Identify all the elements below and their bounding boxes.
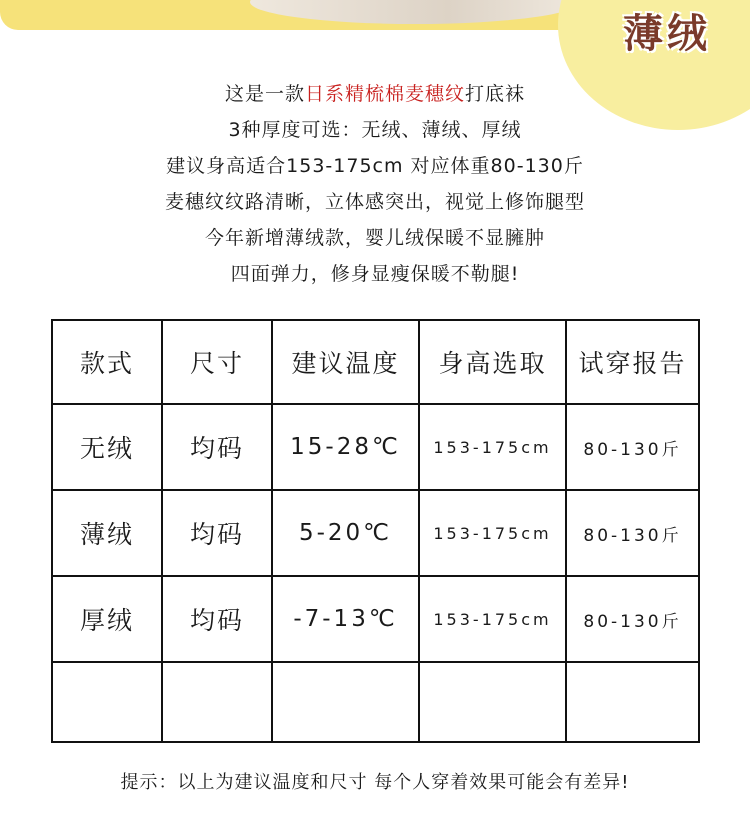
footer-note: 提示：以上为建议温度和尺寸 每个人穿着效果可能会有差异! bbox=[120, 772, 630, 793]
empty-cell bbox=[162, 662, 272, 742]
empty-cell bbox=[52, 662, 162, 742]
intro-highlight: 日系精梳棉麦穗纹 bbox=[304, 83, 465, 105]
cell-temperature: -7-13℃ bbox=[272, 576, 419, 662]
table-row bbox=[52, 404, 699, 490]
header-size: 尺寸 bbox=[162, 320, 272, 404]
cell-height: 153-175cm bbox=[419, 490, 566, 576]
header-fit-report: 试穿报告 bbox=[566, 320, 699, 404]
cell-weight: 80-130斤 bbox=[566, 404, 699, 490]
cell-weight: 80-130斤 bbox=[566, 576, 699, 662]
table-row bbox=[52, 490, 699, 576]
header-height: 身高选取 bbox=[419, 320, 566, 404]
intro-line-3: 建议身高适合153-175cm 对应体重80-130斤 bbox=[166, 155, 584, 177]
header-style: 款式 bbox=[52, 320, 162, 404]
table-row bbox=[52, 576, 699, 662]
cell-weight: 80-130斤 bbox=[566, 490, 699, 576]
intro-line-2: 3种厚度可选：无绒、薄绒、厚绒 bbox=[228, 119, 522, 141]
cell-temperature: 15-28℃ bbox=[272, 404, 419, 490]
table-header-row bbox=[52, 320, 699, 404]
intro-line-6: 四面弹力，修身显瘦保暖不勒腿! bbox=[230, 263, 520, 285]
corner-badge-label: 薄绒 bbox=[623, 10, 711, 57]
cell-height: 153-175cm bbox=[419, 404, 566, 490]
header-temperature: 建议温度 bbox=[272, 320, 419, 404]
cell-height: 153-175cm bbox=[419, 576, 566, 662]
size-spec-table bbox=[51, 319, 700, 743]
empty-cell bbox=[566, 662, 699, 742]
empty-cell bbox=[419, 662, 566, 742]
cell-style: 无绒 bbox=[52, 404, 162, 490]
intro-line-1: 这是一款日系精梳棉麦穗纹打底袜 bbox=[224, 83, 526, 105]
intro-line-5: 今年新增薄绒款，婴儿绒保暖不显臃肿 bbox=[204, 227, 545, 249]
cell-size: 均码 bbox=[162, 404, 272, 490]
cell-style: 厚绒 bbox=[52, 576, 162, 662]
cell-size: 均码 bbox=[162, 576, 272, 662]
empty-cell bbox=[272, 662, 419, 742]
intro-line-4: 麦穗纹纹路清晰，立体感突出，视觉上修饰腿型 bbox=[164, 191, 585, 213]
cell-style: 薄绒 bbox=[52, 490, 162, 576]
table-empty-row bbox=[52, 662, 699, 742]
cell-temperature: 5-20℃ bbox=[272, 490, 419, 576]
product-intro bbox=[0, 76, 750, 292]
cell-size: 均码 bbox=[162, 490, 272, 576]
